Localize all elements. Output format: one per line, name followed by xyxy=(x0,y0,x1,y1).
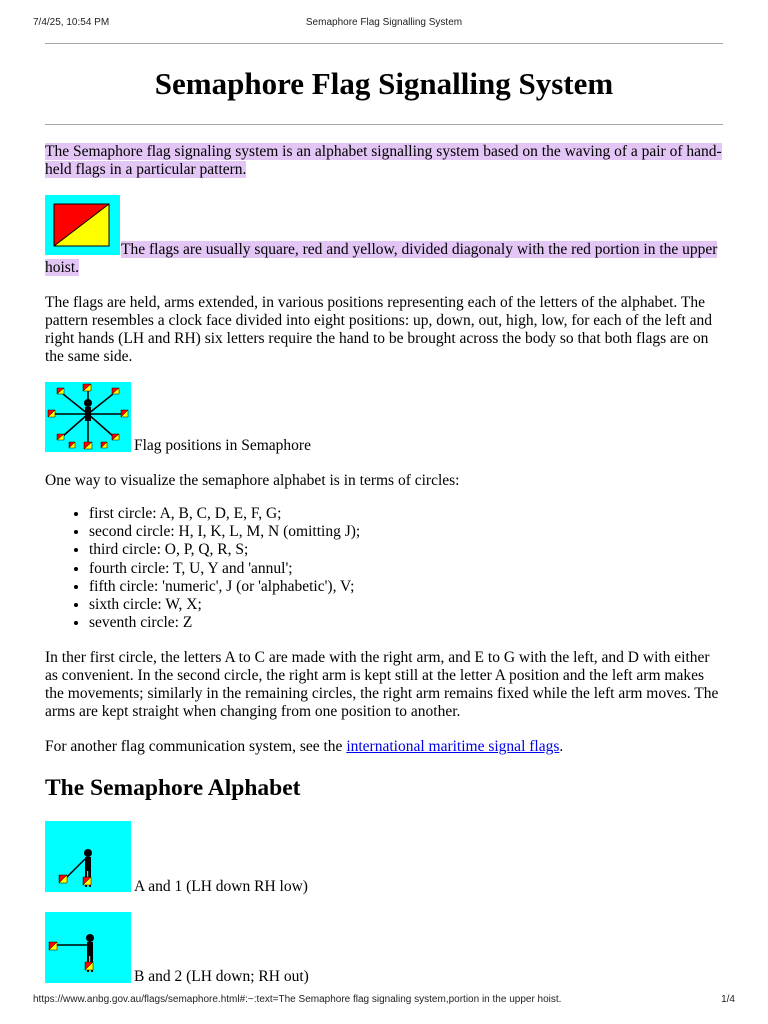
other-system-paragraph xyxy=(45,738,723,756)
print-url: https://www.anbg.gov.au/flags/semaphore.html#:~:text=The Semaphore flag signaling system,portion in the upper hoist. xyxy=(33,994,562,1005)
list-item: • second circle: H, I, K, L, M, N (omitting J); xyxy=(89,523,729,541)
letter-a-caption: A and 1 (LH down RH low) xyxy=(134,878,308,895)
semaphore-letter-b-image xyxy=(45,912,131,983)
letter-b-caption: B and 2 (LH down; RH out) xyxy=(134,968,309,985)
flag-description-highlight: The flags are usually square, red and yellow, divided diagonaly with the red portion in the upper hoist. xyxy=(45,241,718,276)
print-header xyxy=(33,17,735,31)
maritime-signal-flags-link[interactable]: international maritime signal flags xyxy=(346,738,560,755)
page-title: Semaphore Flag Signalling System xyxy=(154,66,614,101)
semaphore-letter-a-image xyxy=(45,821,131,892)
flag-positions-diagram-icon xyxy=(45,382,131,452)
top-divider xyxy=(45,43,723,44)
semaphore-figure-a-icon xyxy=(45,821,131,892)
print-page-title: Semaphore Flag Signalling System xyxy=(305,17,463,28)
circles-intro: One way to visualize the semaphore alphabet is in terms of circles: xyxy=(45,472,460,489)
intro-highlight: The Semaphore flag signaling system is an alphabet signalling system based on the waving of a pair of hand-held flags in a particular pattern. xyxy=(45,143,722,178)
list-item: • sixth circle: W, X; xyxy=(89,596,729,614)
list-item: • seventh circle: Z xyxy=(89,614,729,632)
alphabet-heading: The Semaphore Alphabet xyxy=(45,775,301,801)
intro-paragraph xyxy=(45,143,723,179)
flag-positions-image xyxy=(45,382,131,452)
other-system-prefix: For another flag communication system, see the xyxy=(45,738,347,755)
list-item: • fifth circle: 'numeric', J (or 'alphabetic'), V; xyxy=(89,578,729,596)
semaphore-figure-b-icon xyxy=(45,912,131,983)
other-system-suffix: . xyxy=(559,738,564,755)
print-timestamp: 7/4/25, 10:54 PM xyxy=(33,17,110,28)
title-divider xyxy=(45,124,723,125)
positions-paragraph: The flags are held, arms extended, in various positions representing each of the letters of the alphabet. The pattern resembles a clock face divided into eight positions: up, down, out, high, low, for each of the left and right hands (LH and RH) six letters require the hand to be brought across the body so that both flags are on the same side. xyxy=(45,294,713,365)
list-item: • third circle: O, P, Q, R, S; xyxy=(89,541,729,559)
print-footer xyxy=(33,994,735,1008)
circles-list xyxy=(45,505,729,632)
flag-description-paragraph xyxy=(45,241,723,277)
list-item: • first circle: A, B, C, D, E, F, G; xyxy=(89,505,729,523)
flag-positions-caption: Flag positions in Semaphore xyxy=(134,437,311,454)
list-item: • fourth circle: T, U, Y and 'annul'; xyxy=(89,560,729,578)
circles-explanation: In ther first circle, the letters A to C are made with the right arm, and E to G with the left, and D with either as convenient. In the second circle, the right arm is kept still at the letter A position and the left arm makes the movements; similarly in the remaining circles, the right arm remains fixed while the left arm moves. The arms are kept straight when changing from one position to another. xyxy=(45,649,719,720)
print-page-number: 1/4 xyxy=(721,994,735,1005)
